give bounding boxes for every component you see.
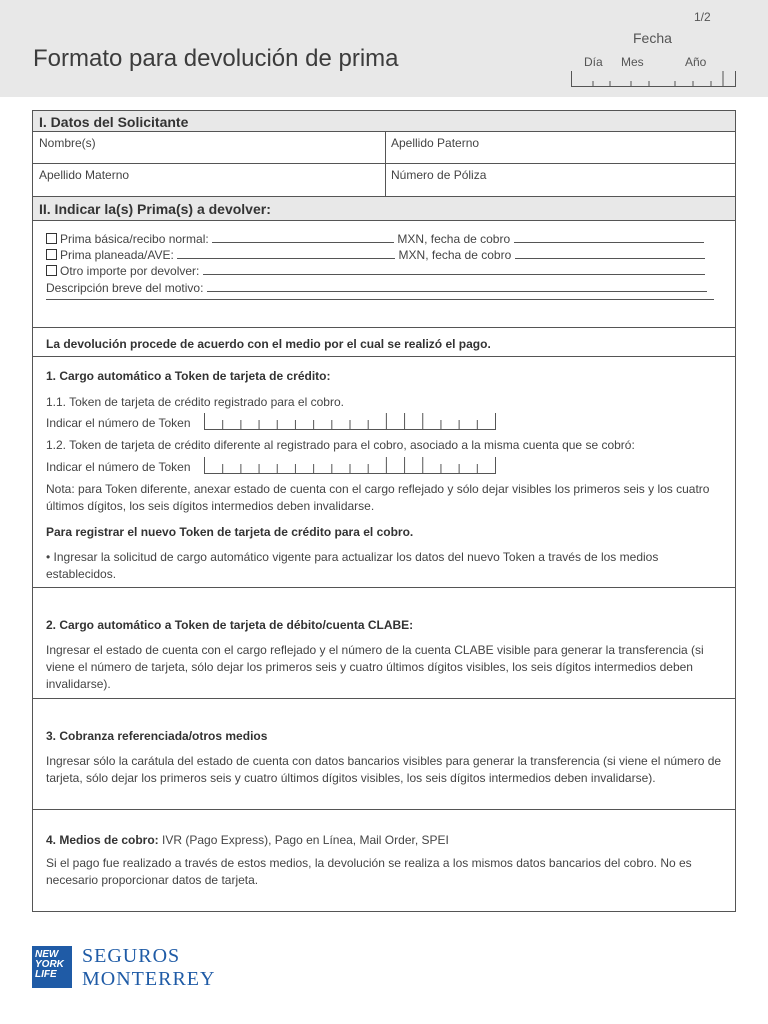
debit-text: Ingresar el estado de cuenta con el cargo reflejado y el número de la cuenta CLABE visible para generar la transferencia (si viene el número de tarjeta, sólo dejar los primeros seis y cuatro últimos dígitos visibles, los seis dígitos intermedios deben invalidarse). — [46, 643, 704, 691]
logo-line2: MONTERREY — [82, 968, 216, 990]
planned-amount-field[interactable] — [177, 247, 395, 259]
paternal-surname-field[interactable]: Apellido Paterno — [391, 136, 480, 150]
section1-row2 — [33, 164, 735, 197]
token-field-1[interactable] — [204, 412, 496, 430]
column-divider — [385, 132, 386, 197]
register-title: Para registrar el nuevo Token de tarjeta de crédito para el cobro. — [46, 525, 414, 539]
month-label: Mes — [621, 55, 644, 69]
date-field[interactable] — [571, 69, 736, 87]
referenced-title: 3. Cobranza referenciada/otros medios — [46, 729, 268, 743]
debit-section — [33, 588, 735, 699]
policy-number-field[interactable]: Número de Póliza — [391, 168, 487, 182]
other-amount-line: Otro importe por devolver: — [46, 263, 705, 278]
payment-means-section — [33, 810, 735, 911]
refund-note-row — [33, 328, 735, 357]
credit-title: 1. Cargo automático a Token de tarjeta de crédito: — [46, 369, 331, 383]
planned-premium-checkbox[interactable] — [46, 249, 57, 260]
basic-premium-checkbox[interactable] — [46, 233, 57, 244]
section2-body — [33, 221, 735, 328]
basic-amount-field[interactable] — [212, 231, 394, 243]
token-label-1: Indicar el número de Token — [46, 416, 191, 430]
logo-line1: SEGUROS — [82, 945, 181, 967]
date-label: Fecha — [633, 30, 672, 46]
other-amount-field[interactable] — [203, 263, 705, 275]
basic-date-field[interactable] — [514, 231, 704, 243]
section1-row1 — [33, 132, 735, 164]
planned-premium-line: Prima planeada/AVE: MXN, fecha de cobro — [46, 247, 705, 262]
register-text: • Ingresar la solicitud de cargo automático vigente para actualizar los datos del nuevo Token a través de los medios establecidos. — [46, 550, 659, 581]
credit-item1: 1.1. Token de tarjeta de crédito registrado para el cobro. — [46, 395, 344, 409]
section2-header: II. Indicar la(s) Prima(s) a devolver: — [33, 197, 735, 221]
credit-note: Nota: para Token diferente, anexar estado de cuenta con el cargo reflejado y sólo dejar visibles los primeros seis y los cuatro últimos dígitos, los seis dígitos intermedios deben invalidarse. — [46, 482, 710, 513]
refund-form — [32, 110, 736, 912]
other-amount-checkbox[interactable] — [46, 265, 57, 276]
reason-line: Descripción breve del motivo: — [46, 280, 707, 295]
credit-card-section — [33, 357, 735, 588]
referenced-text: Ingresar sólo la carátula del estado de cuenta con datos bancarios visibles para generar la transferencia (si viene el número de tarjeta, sólo dejar los primeros seis y cuatro últimos dígitos visibles, los seis dígitos intermedios deben invalidarse). — [46, 754, 722, 785]
planned-date-field[interactable] — [515, 247, 705, 259]
new-york-life-logo: NEW YORK LIFE — [32, 946, 72, 988]
page-title: Formato para devolución de prima — [33, 45, 399, 72]
token-field-2[interactable] — [204, 456, 496, 474]
payment-means-line: 4. Medios de cobro: IVR (Pago Express), Pago en Línea, Mail Order, SPEI — [46, 833, 449, 847]
refund-note: La devolución procede de acuerdo con el medio por el cual se realizó el pago. — [46, 337, 491, 351]
year-label: Año — [685, 55, 707, 69]
credit-item2: 1.2. Token de tarjeta de crédito diferente al registrado para el cobro, asociado a la misma cuenta que se cobró: — [46, 438, 635, 452]
name-field[interactable]: Nombre(s) — [39, 136, 96, 150]
token-label-2: Indicar el número de Token — [46, 460, 191, 474]
section1-header: I. Datos del Solicitante — [33, 111, 735, 132]
maternal-surname-field[interactable]: Apellido Materno — [39, 168, 130, 182]
payment-means-text: Si el pago fue realizado a través de estos medios, la devolución se realiza a los mismos datos bancarios del cobro. No es necesario proporcionar datos de tarjeta. — [46, 856, 692, 887]
reason-field-line2[interactable] — [46, 284, 714, 300]
referenced-section — [33, 699, 735, 810]
basic-premium-line: Prima básica/recibo normal: MXN, fecha de cobro — [46, 231, 704, 246]
debit-title: 2. Cargo automático a Token de tarjeta de débito/cuenta CLABE: — [46, 618, 414, 632]
day-label: Día — [584, 55, 603, 69]
page-number: 1/2 — [694, 10, 711, 24]
